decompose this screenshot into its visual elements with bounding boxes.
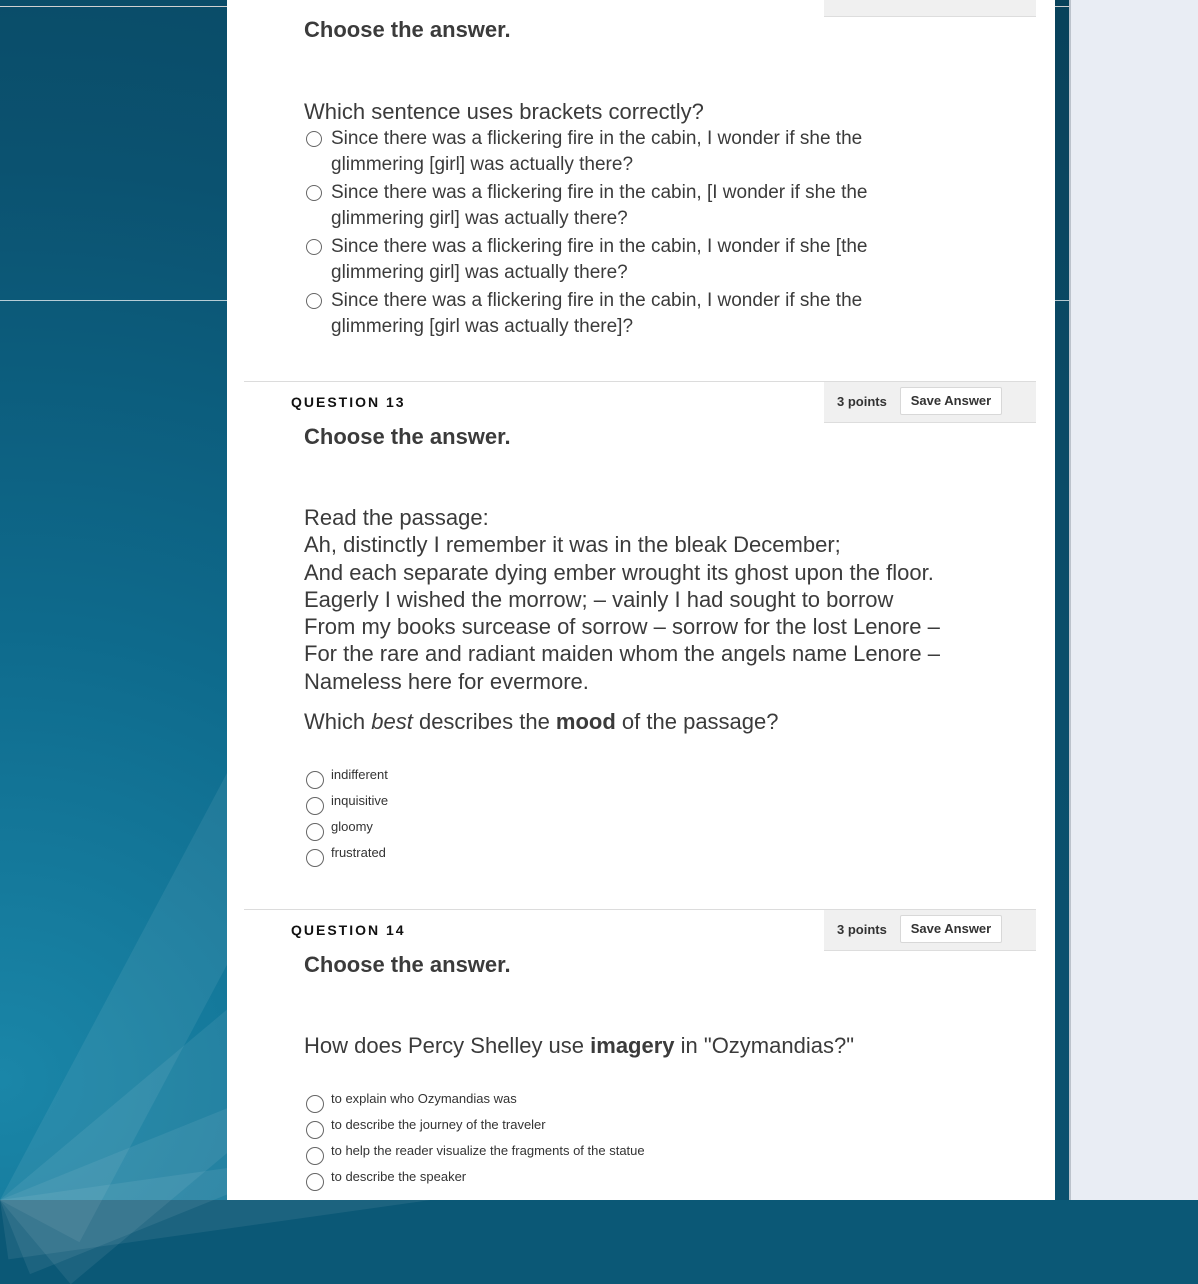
radio-button[interactable] — [306, 1147, 324, 1165]
option-line: Since there was a flickering fire in the cabin, I wonder if she [the — [331, 236, 868, 257]
passage-line: Eagerly I wished the morrow; – vainly I had sought to borrow — [304, 586, 894, 612]
q13-instruction: Choose the answer. — [304, 424, 511, 449]
option-line: glimmering girl] was actually there? — [331, 208, 628, 229]
q12-option-4[interactable] — [306, 288, 946, 340]
radio-button[interactable] — [306, 771, 324, 789]
option-label: to help the reader visualize the fragments of the statue — [331, 1143, 645, 1158]
passage-line: Read the passage: — [304, 505, 489, 530]
q14-header — [244, 909, 1036, 950]
q13-prompt — [304, 708, 779, 735]
prompt-text: of the passage? — [615, 709, 779, 734]
q14-save-answer-button[interactable]: Save Answer — [900, 915, 1002, 943]
q12-option-1[interactable] — [306, 126, 946, 178]
option-line: Since there was a flickering fire in the cabin, I wonder if she the — [331, 128, 863, 149]
prompt-bold: imagery — [590, 1033, 675, 1058]
q13-save-answer-button[interactable]: Save Answer — [900, 387, 1002, 415]
option-line: Since there was a flickering fire in the cabin, [I wonder if she the — [331, 182, 868, 203]
passage-line: Nameless here for evermore. — [304, 668, 589, 694]
radio-button[interactable] — [306, 131, 322, 147]
q14-points: 3 points — [837, 922, 887, 937]
radio-button[interactable] — [306, 1173, 324, 1191]
option-label: indifferent — [331, 767, 388, 782]
option-label: to explain who Ozymandias was — [331, 1091, 517, 1106]
prompt-text: describes the — [412, 709, 556, 734]
q14-meta — [824, 910, 1036, 951]
passage-line: Ah, distinctly I remember it was in the bleak December; — [304, 532, 841, 558]
option-label: to describe the journey of the traveler — [331, 1117, 546, 1132]
right-panel — [1069, 0, 1198, 1200]
option-line: Since there was a flickering fire in the cabin, I wonder if she the — [331, 290, 863, 311]
q12-option-2[interactable] — [306, 180, 946, 232]
q14-label: QUESTION 14 — [291, 922, 406, 938]
option-label: inquisitive — [331, 793, 389, 808]
radio-button[interactable] — [306, 797, 324, 815]
radio-button[interactable] — [306, 823, 324, 841]
radio-button[interactable] — [306, 185, 322, 201]
prompt-emphasis: best — [371, 709, 413, 734]
q12-instruction: Choose the answer. — [304, 17, 511, 42]
q12-prompt: Which sentence uses brackets correctly? — [304, 99, 704, 124]
q14-instruction: Choose the answer. — [304, 952, 511, 977]
option-label: gloomy — [331, 819, 373, 834]
q13-meta — [824, 382, 1036, 423]
q13-header — [244, 381, 1036, 422]
q12-option-3[interactable] — [306, 234, 946, 286]
previous-question-meta — [824, 0, 1036, 17]
prompt-text: in "Ozymandias?" — [674, 1033, 855, 1058]
option-label: frustrated — [331, 845, 386, 860]
radio-button[interactable] — [306, 293, 322, 309]
passage-line: For the rare and radiant maiden whom the angels name Lenore – — [304, 641, 940, 667]
passage-line: And each separate dying ember wrought its ghost upon the floor. — [304, 559, 934, 585]
radio-button[interactable] — [306, 239, 322, 255]
radio-button[interactable] — [306, 1121, 324, 1139]
option-line: glimmering girl] was actually there? — [331, 262, 628, 283]
q13-label: QUESTION 13 — [291, 394, 406, 410]
q14-prompt — [304, 1032, 854, 1059]
q13-passage — [304, 504, 940, 695]
option-line: glimmering [girl] was actually there? — [331, 154, 634, 175]
prompt-text: Which — [304, 709, 372, 734]
prompt-bold: mood — [555, 709, 616, 734]
q13-points: 3 points — [837, 394, 887, 409]
prompt-text: How does Percy Shelley use — [304, 1033, 591, 1058]
option-line: glimmering [girl was actually there]? — [331, 316, 634, 337]
option-label: to describe the speaker — [331, 1169, 467, 1184]
passage-line: From my books surcease of sorrow – sorrow for the lost Lenore – — [304, 614, 940, 640]
radio-button[interactable] — [306, 1095, 324, 1113]
radio-button[interactable] — [306, 849, 324, 867]
